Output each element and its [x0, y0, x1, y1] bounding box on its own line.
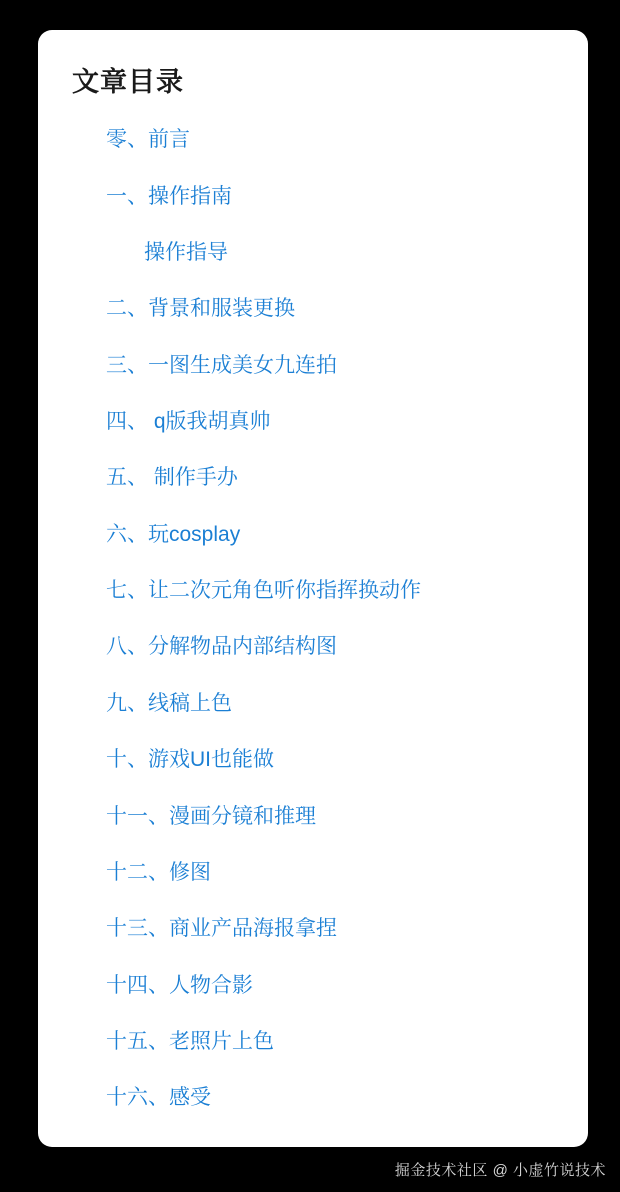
toc-item-0[interactable]: 零、前言 — [106, 128, 190, 152]
toc-item-4[interactable]: 三、一图生成美女九连拍 — [106, 353, 337, 377]
toc-item-7[interactable]: 六、玩cosplay — [106, 522, 241, 546]
toc-item-6[interactable]: 五、 制作手办 — [106, 466, 238, 490]
toc-item-2[interactable]: 操作指导 — [144, 241, 228, 265]
toc-item-11[interactable]: 十、游戏UI也能做 — [106, 748, 274, 772]
toc-item-14[interactable]: 十三、商业产品海报拿捏 — [106, 917, 337, 941]
watermark: 掘金技术社区 @ 小虚竹说技术 — [394, 1162, 606, 1179]
toc-item-15[interactable]: 十四、人物合影 — [106, 973, 253, 997]
toc-item-3[interactable]: 二、背景和服装更换 — [106, 297, 295, 321]
toc-item-16[interactable]: 十五、老照片上色 — [106, 1029, 274, 1053]
toc-item-5[interactable]: 四、 q版我胡真帅 — [106, 410, 271, 434]
toc-item-13[interactable]: 十二、修图 — [106, 860, 211, 884]
toc-item-9[interactable]: 八、分解物品内部结构图 — [106, 635, 337, 659]
toc-item-12[interactable]: 十一、漫画分镜和推理 — [106, 804, 316, 828]
toc-list — [72, 126, 554, 1112]
toc-item-8[interactable]: 七、让二次元角色听你指挥换动作 — [106, 579, 421, 603]
article-toc-card — [38, 30, 588, 1147]
toc-item-10[interactable]: 九、线稿上色 — [106, 691, 232, 715]
toc-item-17[interactable]: 十六、感受 — [106, 1086, 211, 1110]
toc-item-1[interactable]: 一、操作指南 — [106, 184, 232, 208]
page-title: 文章目录 — [72, 67, 184, 97]
